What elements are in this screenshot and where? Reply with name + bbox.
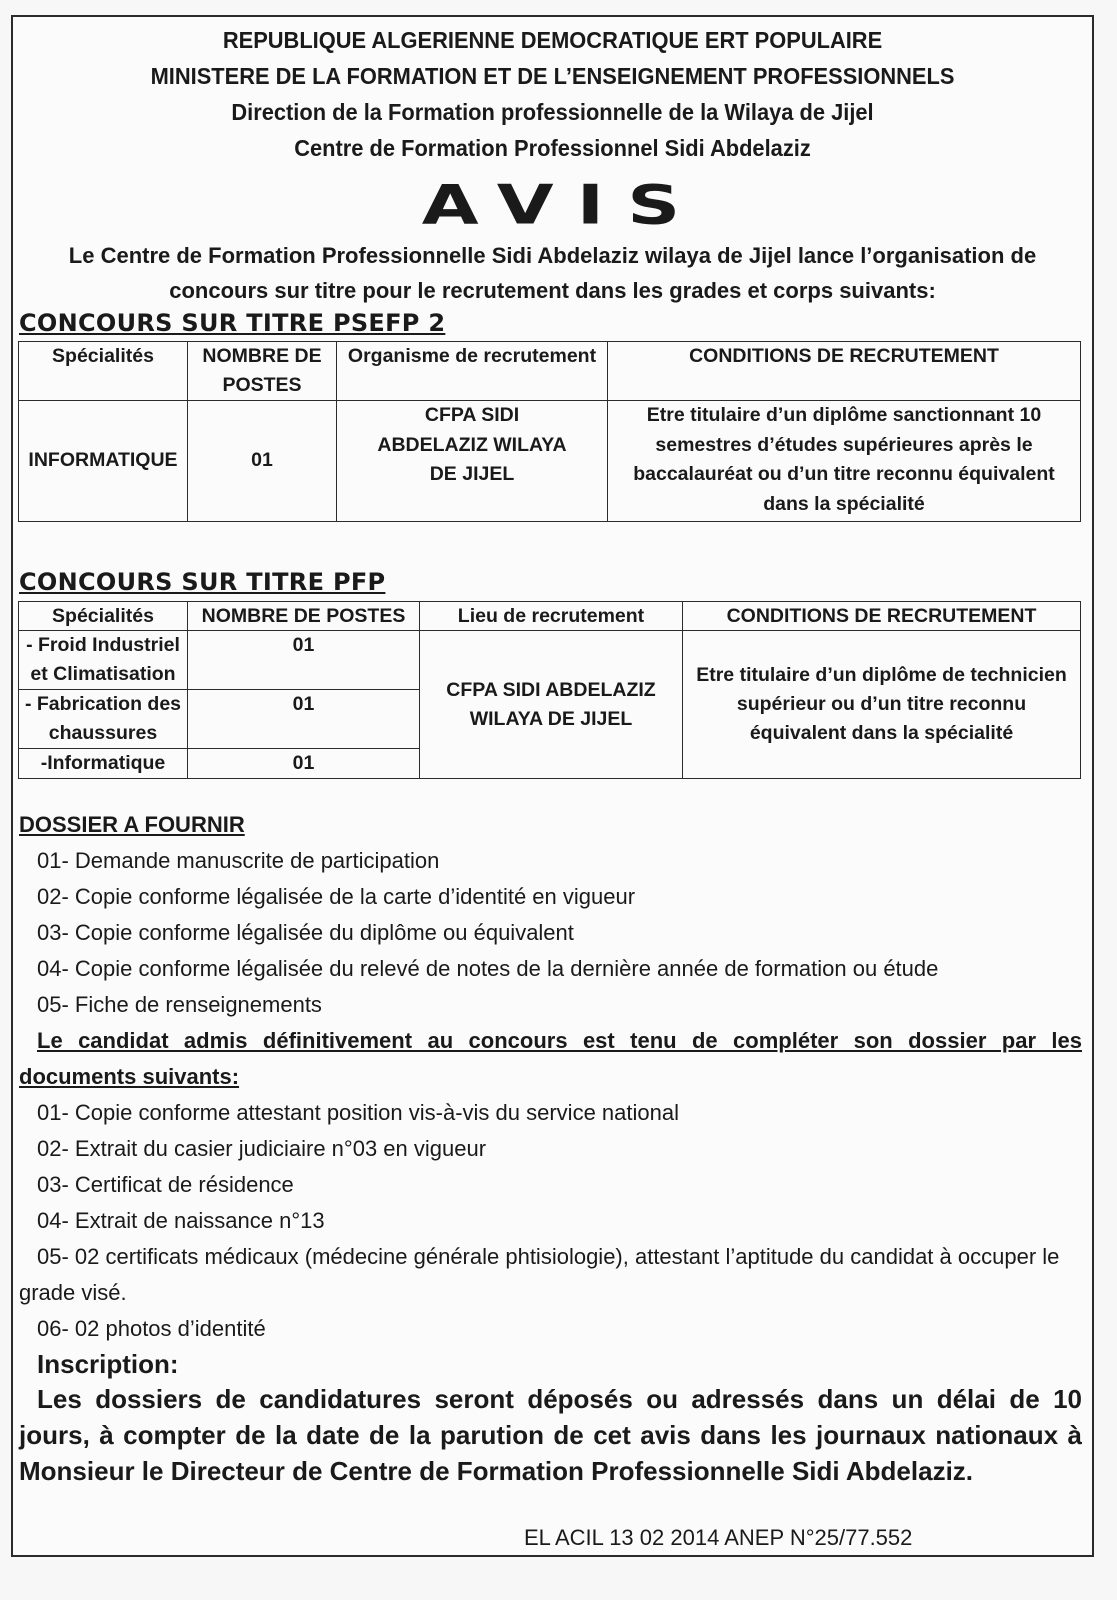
cell-postes: 01	[188, 690, 420, 749]
list-item: 04- Copie conforme légalisée du relevé de notes de la dernière année de formation ou étude	[37, 956, 939, 981]
cell-postes: 01	[188, 749, 420, 779]
dossier-note: Le candidat admis définitivement au concours est tenu de compléter son dossier par les documents suivants:	[19, 1028, 1082, 1089]
psefp-table	[18, 341, 1081, 522]
table-row	[19, 401, 1081, 522]
list-item: 03- Certificat de résidence	[37, 1172, 294, 1197]
cell-specialite: INFORMATIQUE	[19, 401, 188, 522]
col-nombre-postes: NOMBRE DE POSTES	[188, 602, 420, 631]
notice-frame	[11, 15, 1094, 1557]
inscription-title: Inscription:	[37, 1349, 179, 1379]
cell-specialite: -Informatique	[19, 749, 188, 779]
list-item: 05- Fiche de renseignements	[37, 992, 322, 1017]
cell-specialite: - Fabrication des chaussures	[19, 690, 188, 749]
list-item: 03- Copie conforme légalisée du diplôme ou équivalent	[37, 920, 574, 945]
cell-postes: 01	[188, 401, 337, 522]
header-line-4: Centre de Formation Professionnel Sidi Abdelaziz	[294, 135, 811, 161]
header	[51, 22, 1054, 166]
col-specialites: Spécialités	[19, 602, 188, 631]
cell-lieu: CFPA SIDI ABDELAZIZ WILAYA DE JIJEL	[420, 631, 683, 779]
pfp-table	[18, 601, 1081, 779]
intro-paragraph: Le Centre de Formation Professionnelle Sidi Abdelaziz wilaya de Jijel lance l’organisation de concours sur titre pour le recrutement dans les grades et corps suivants:	[68, 243, 1037, 303]
col-nombre-postes: NOMBRE DE POSTES	[188, 342, 337, 401]
table-row	[19, 631, 1081, 690]
cell-conditions: Etre titulaire d’un diplôme de technicien supérieur ou d’un titre reconnu équivalent dans la spécialité	[683, 631, 1081, 779]
col-specialites: Spécialités	[19, 342, 188, 401]
col-organisme: Organisme de recrutement	[337, 342, 608, 401]
notice-title: AVIS	[421, 173, 704, 237]
cell-specialite: - Froid Industriel et Climatisation	[19, 631, 188, 690]
header-line-3: Direction de la Formation professionnelle de la Wilaya de Jijel	[231, 99, 874, 125]
col-conditions: CONDITIONS DE RECRUTEMENT	[608, 342, 1081, 401]
col-conditions: CONDITIONS DE RECRUTEMENT	[683, 602, 1081, 631]
list-item: 04- Extrait de naissance n°13	[37, 1208, 325, 1233]
header-line-1: REPUBLIQUE ALGERIENNE DEMOCRATIQUE ERT POPULAIRE	[222, 27, 883, 53]
list-item: 01- Copie conforme attestant position vis-à-vis du service national	[37, 1100, 679, 1125]
dossier-title: DOSSIER A FOURNIR	[19, 812, 245, 837]
publication-reference: EL ACIL 13 02 2014 ANEP N°25/77.552	[520, 1525, 916, 1551]
cell-organisme: CFPA SIDI ABDELAZIZ WILAYA DE JIJEL	[337, 401, 608, 522]
dossier-section	[13, 807, 1092, 1347]
list-item: 02- Copie conforme légalisée de la carte d’identité en vigueur	[37, 884, 636, 909]
cell-postes: 01	[188, 631, 420, 690]
header-line-2: MINISTERE DE LA FORMATION ET DE L’ENSEIGNEMENT PROFESSIONNELS	[150, 63, 955, 89]
list-item: 05- 02 certificats médicaux (médecine générale phtisiologie), attestant l’aptitude du candidat à occuper le grade visé.	[19, 1244, 1060, 1305]
table-header-row	[19, 342, 1081, 401]
list-item: 06- 02 photos d’identité	[37, 1316, 266, 1341]
col-lieu: Lieu de recrutement	[420, 602, 683, 631]
section1-title: CONCOURS SUR TITRE PSEFP 2	[19, 309, 446, 337]
cell-conditions: Etre titulaire d’un diplôme sanctionnant 10 semestres d’études supérieures après le baccalauréat ou d’un titre reconnu équivalent dans la spécialité	[608, 401, 1081, 522]
list-item: 01- Demande manuscrite de participation	[37, 848, 440, 873]
section2-title: CONCOURS SUR TITRE PFP	[19, 568, 386, 596]
table-header-row	[19, 602, 1081, 631]
inscription-text: Les dossiers de candidatures seront déposés ou adressés dans un délai de 10 jours, à compter de la date de la parution de cet avis dans les journaux nationaux à Monsieur le Directeur de Centre de Formation Professionnelle Sidi Abdelaziz.	[19, 1384, 1082, 1486]
list-item: 02- Extrait du casier judiciaire n°03 en vigueur	[37, 1136, 487, 1161]
